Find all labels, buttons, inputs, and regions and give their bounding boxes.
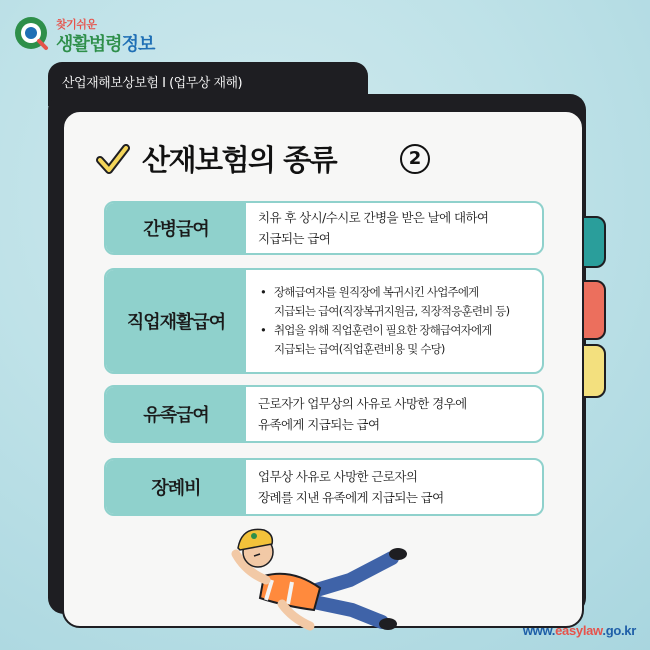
description-line: 근로자가 업무상의 사유로 사망한 경우에 [258, 396, 467, 411]
benefit-description [258, 270, 536, 372]
description-line: 장해급여자를 원직장에 복귀시킨 사업주에게 [274, 285, 479, 299]
page-title: 산재보험의 종류 [142, 143, 337, 177]
description-line: 업무상 사유로 사망한 근로자의 [258, 469, 418, 484]
benefit-row-survivor [104, 385, 544, 443]
bullet-item [258, 283, 536, 321]
description-line: 장례를 지낸 유족에게 지급되는 급여 [258, 490, 444, 505]
easylaw-logo[interactable] [12, 10, 182, 54]
description-line: 유족에게 지급되는 급여 [258, 417, 380, 432]
logo-small-text: 찾기쉬운 [56, 18, 97, 31]
description-line: 지급되는 급여(직장복귀지원금, 직장적응훈련비 등) [274, 304, 510, 318]
benefit-description [258, 460, 536, 514]
bullet-dot: • [260, 323, 266, 337]
description-line: 취업을 위해 직업훈련이 필요한 장해급여자에게 [274, 323, 492, 337]
fallen-worker-illustration [222, 518, 422, 636]
benefit-row-nursing [104, 201, 544, 255]
benefit-label: 장례비 [106, 460, 246, 514]
description-line: 지급되는 급여(직업훈련비용 및 수당) [274, 342, 445, 356]
benefit-row-rehab [104, 268, 544, 374]
website-link[interactable]: www.easylaw.go.kr [522, 623, 636, 638]
folder-tab-label: 산업재해보상보험 I (업무상 재해) [62, 76, 243, 91]
benefit-label: 유족급여 [106, 387, 246, 441]
title-number-badge: 2 [400, 144, 430, 174]
magnifier-logo-icon [12, 14, 50, 52]
benefit-label: 간병급여 [106, 203, 246, 253]
bullet-item [258, 321, 536, 359]
benefit-description [258, 387, 536, 441]
logo-title: 생활법령정보 [56, 34, 155, 55]
description-line: 지급되는 급여 [258, 231, 331, 246]
benefit-description [258, 203, 536, 253]
benefit-label: 직업재활급여 [106, 270, 246, 372]
benefit-row-funeral [104, 458, 544, 516]
description-line: 치유 후 상시/수시로 간병을 받은 날에 대하여 [258, 210, 489, 225]
check-icon [96, 144, 130, 176]
bullet-dot: • [260, 285, 266, 299]
